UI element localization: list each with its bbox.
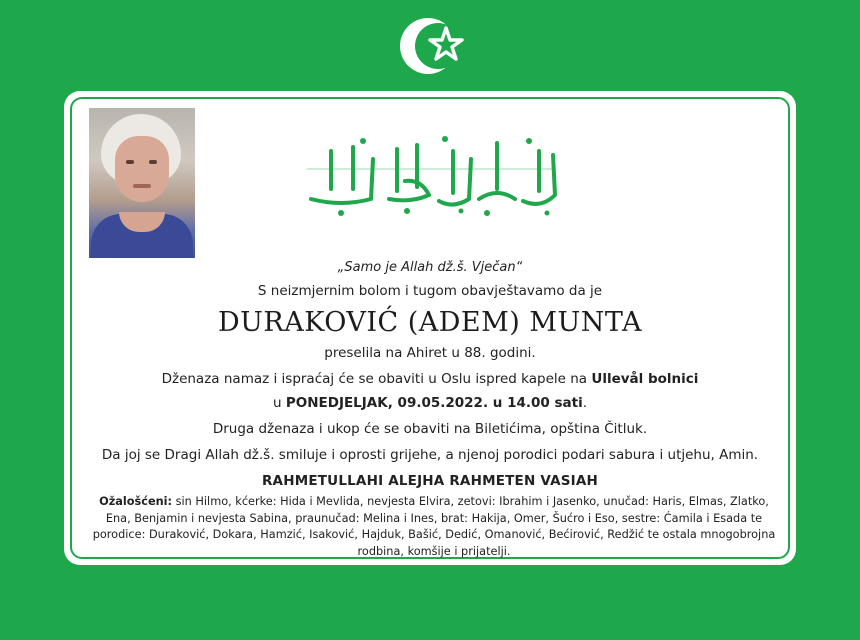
arabic-calligraphy-icon	[301, 129, 563, 219]
rahmet-text: RAHMETULLAHI ALEJHA RAHMETEN VASIAH	[261, 473, 599, 489]
funeral-date: PONEDJELJAK, 09.05.2022. u 14.00 sati	[285, 395, 583, 411]
intro-text: S neizmjernim bolom i tugom obavještavamo da je	[257, 283, 603, 299]
quote: „Samo je Allah dž.š. Vječan“	[337, 260, 523, 275]
deceased-name: DURAKOVIĆ (ADEM) MUNTA	[218, 307, 642, 338]
portrait-photo	[89, 108, 195, 258]
notice-text	[64, 257, 796, 490]
mourners-label: Ožalošćeni:	[99, 495, 173, 508]
passed-text: preselila na Ahiret u 88. godini.	[324, 345, 536, 361]
funeral-place: Ullevål bolnici	[591, 371, 699, 387]
mourners-text: sin Hilmo, kćerke: Hida i Mevlida, nevjesta Elvira, zetovi: Ibrahim i Jasenko, unučad: Haris, Elmas, Zlatko, Ena, Benjamin i nevjesta Sabina, praunučad: Melina i Ines, brat: Hakija, Omer, Šućro i Eso, sestre: Ćamila i Esada te porodice: Duraković, Dokara, Hamzić, Isaković, Hajduk, Bašić, Dedić, Omanović, Bećirović, Redžić te ostala mnogobrojna rodbina, komšije i prijatelji.	[92, 495, 776, 558]
mourners-list	[90, 494, 778, 560]
obituary-card	[64, 91, 796, 565]
crescent-star-icon	[398, 12, 470, 80]
funeral-line: Dženaza namaz i ispraćaj će se obaviti u Oslu ispred kapele na Ullevål bolnici	[161, 371, 699, 387]
prayer-text: Da joj se Dragi Allah dž.š. smiluje i oprosti grijehe, a njenoj porodici podari sabura i utjehu, Amin.	[101, 447, 759, 463]
date-line: u PONEDJELJAK, 09.05.2022. u 14.00 sati.	[272, 395, 588, 411]
second-funeral-text: Druga dženaza i ukop će se obaviti na Biletićima, opština Čitluk.	[212, 421, 648, 437]
